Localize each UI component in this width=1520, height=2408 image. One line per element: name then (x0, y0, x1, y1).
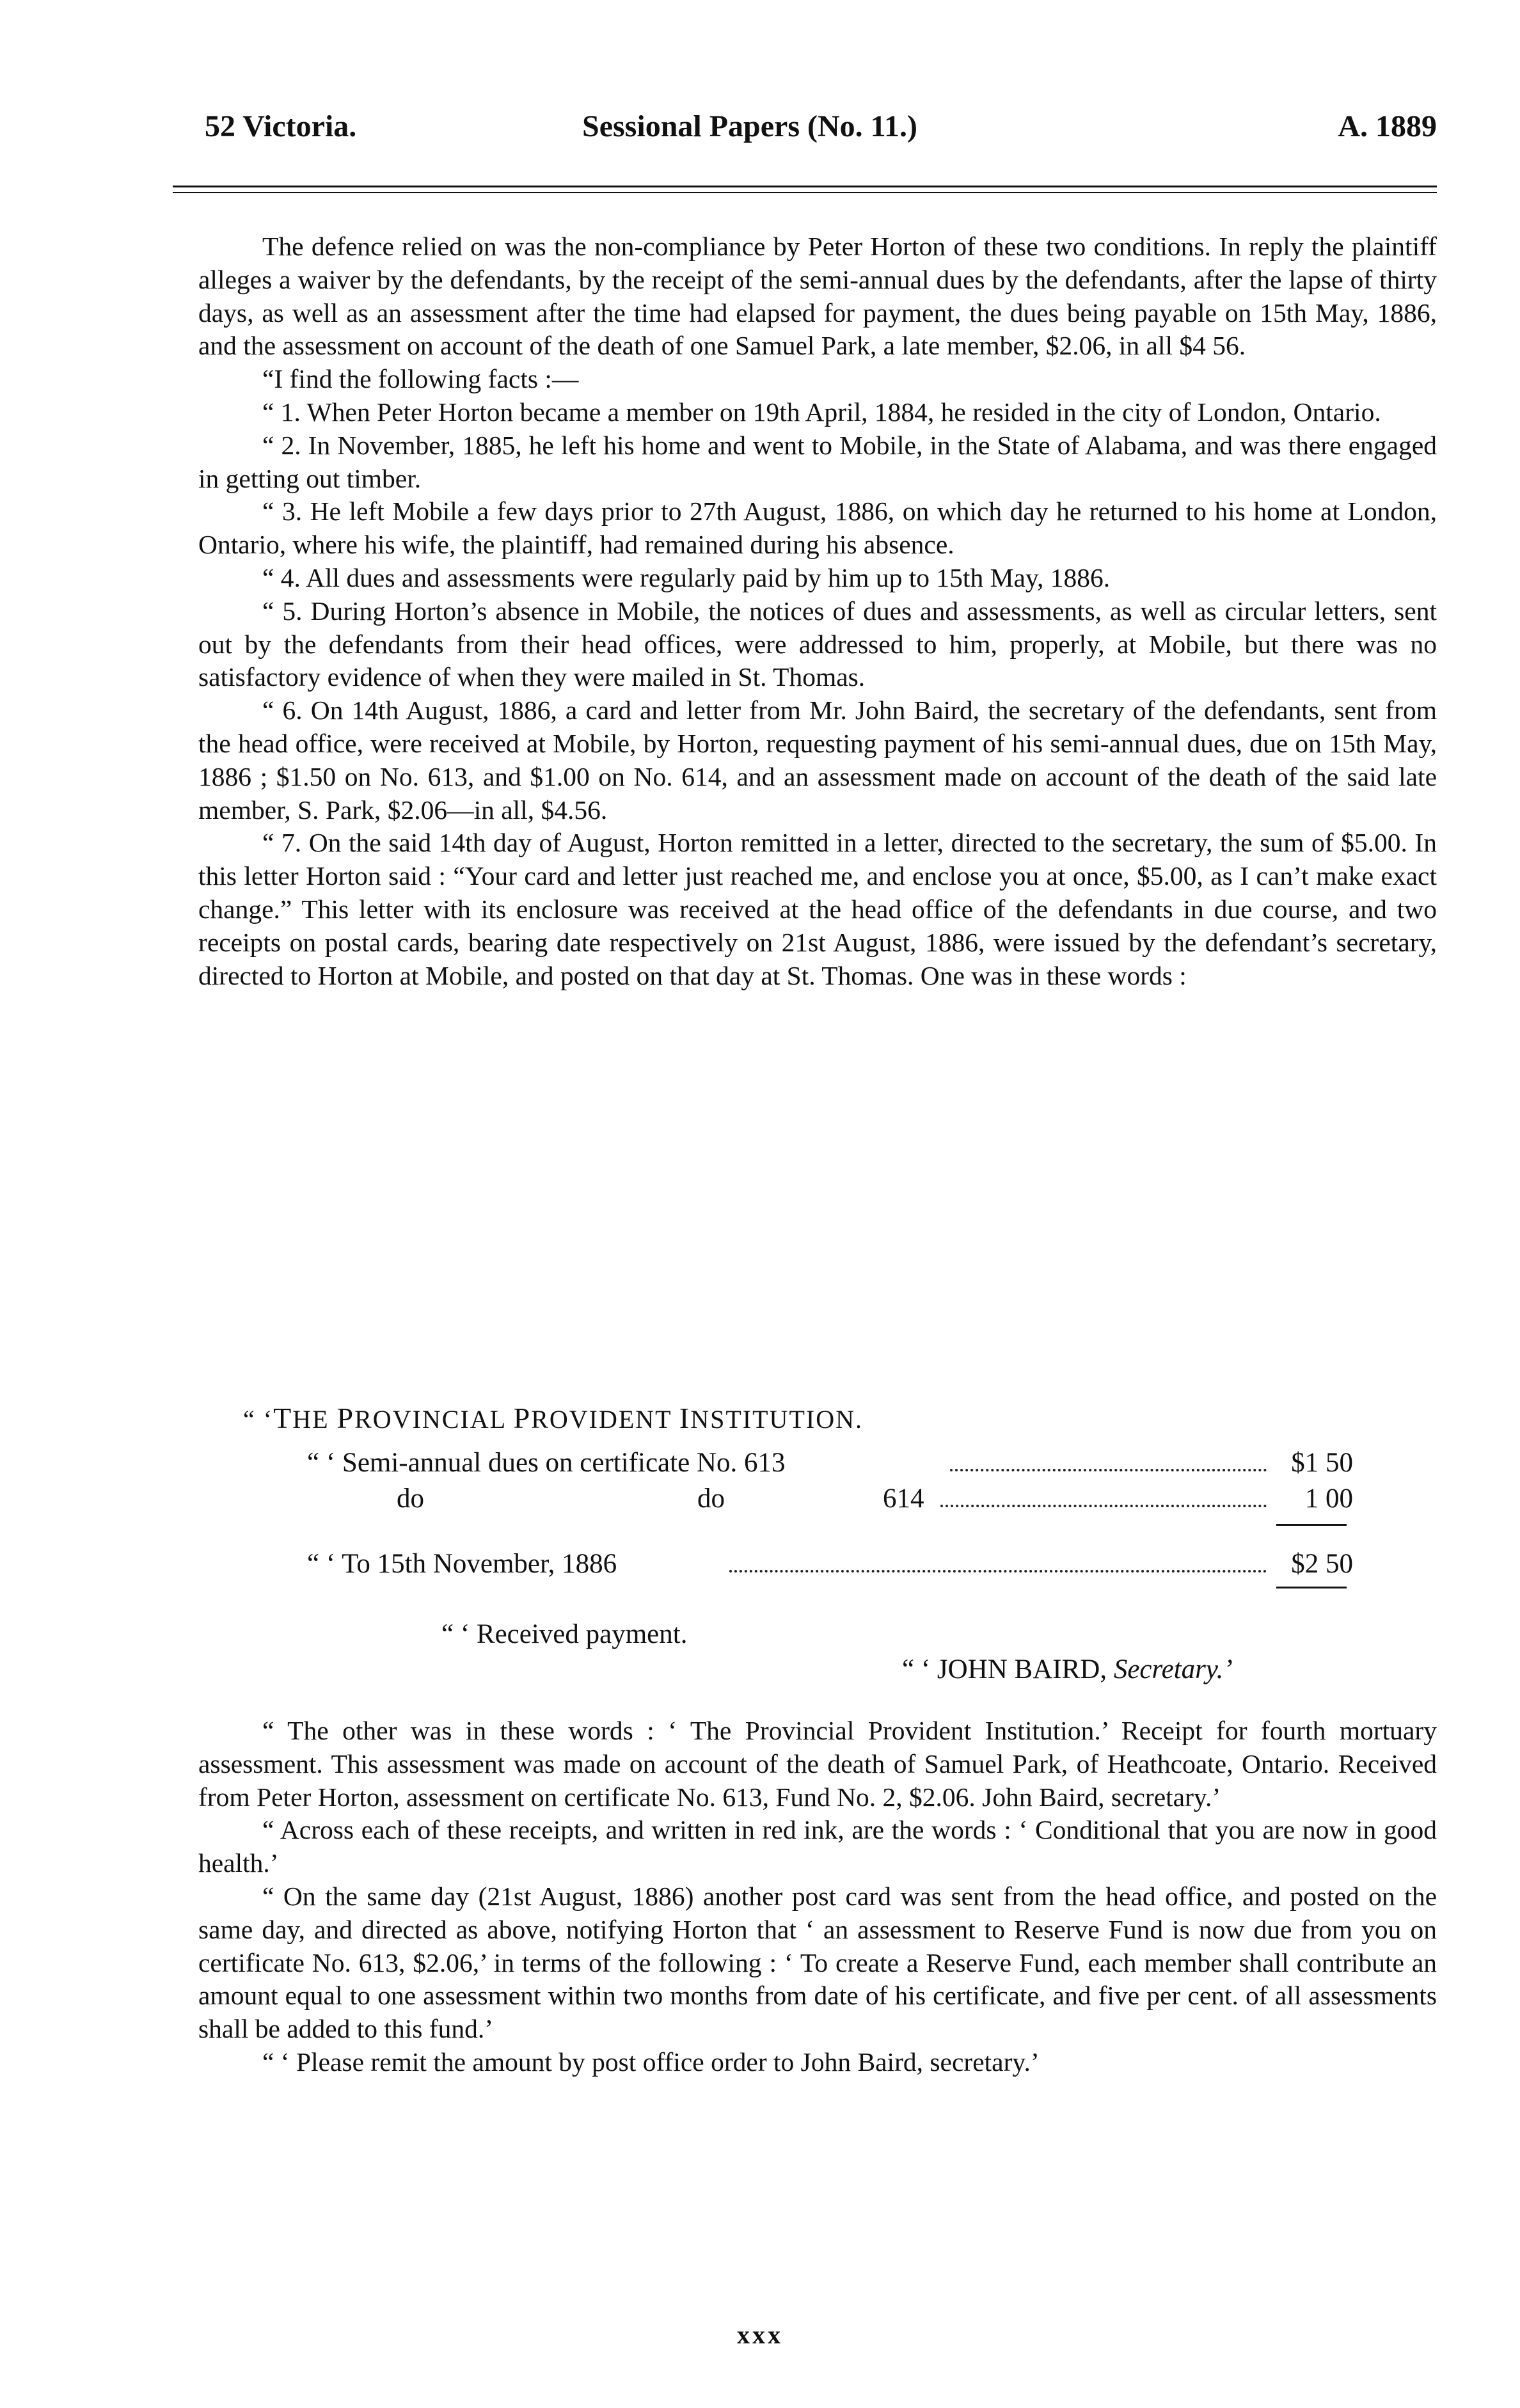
paragraph: “ ‘ Please remit the amount by post office order to John Baird, secretary.’ (262, 2047, 1040, 2077)
receipt-certificate-no: 614 (883, 1484, 924, 1514)
header-title: Sessional Papers (No. 11.) (582, 109, 918, 143)
receipt-amount: 1 00 (1304, 1484, 1353, 1514)
paragraph: The defence relied on was the non-compliance by Peter Horton of these two conditions. In reply the plaintiff alleges a waiver by the defendants, by the receipt of the semi-annual dues by the defendants, after the lapse of thirty days, as well as an assessment after the time had elapsed for payment, the dues being payable on 15th May, 1886, and the assessment on account of the death of one Samuel Park, a late member, $2.06, in all $4 56. (198, 232, 1437, 361)
receipt-amount: $1 50 (1291, 1448, 1353, 1478)
body-text-upper (198, 230, 1437, 992)
paragraph: “ 1. When Peter Horton became a member on 19th April, 1884, he resided in the city of London, Ontario. (262, 397, 1381, 427)
paragraph: “ 2. In November, 1885, he left his home and went to Mobile, in the State of Alabama, and was there engaged in getting out timber. (198, 430, 1437, 493)
paragraph: “ 6. On 14th August, 1886, a card and letter from Mr. John Baird, the secretary of the defendants, sent from the head office, were received at Mobile, by Horton, requesting payment of his semi-annual dues, due on 15th May, 1886 ; $1.50 on No. 613, and $1.00 on No. 614, and an assessment made on account of the death of the said late member, S. Park, $2.06—in all, $4.56. (198, 695, 1437, 825)
header-year: A. 1889 (1338, 109, 1437, 143)
header-rule-bottom (173, 192, 1437, 193)
paragraph: “ The other was in these words : ‘ The Provincial Provident Institution.’ Receipt for fourth mortuary assessment. This assessment was made on account of the death of Samuel Park, of Heathcoate, Ontario. Received from Peter Horton, assessment on certificate No. 613, Fund No. 2, $2.06. John Baird, secretary.’ (198, 1716, 1437, 1812)
paragraph: “ 7. On the said 14th day of August, Horton remitted in a letter, directed to the secretary, the sum of $5.00. In this letter Horton said : “Your card and letter just reached me, and enclose you at once, $5.00, as I can’t make exact change.” This letter with its enclosure was received at the head office of the defendants in due course, and two receipts on postal cards, bearing date respectively on 21st August, 1886, were issued by the defendant’s secretary, directed to Horton at Mobile, and posted on that day at St. Thomas. One was in these words : (198, 828, 1437, 990)
body-text-lower (198, 1715, 1437, 2079)
receipt-ditto: do (697, 1484, 725, 1514)
leader-dots (950, 1469, 1267, 1471)
paragraph: “ Across each of these receipts, and written in red ink, are the words : ‘ Conditional that you are now in good health.’ (198, 1815, 1437, 1878)
paragraph: “ 3. He left Mobile a few days prior to 27th August, 1886, on which day he returned to his home at London, Ontario, where his wife, the plaintiff, had remained during his absence. (198, 496, 1437, 560)
receipt-total: $2 50 (1291, 1549, 1353, 1579)
receipt-line-label: “ ‘ Semi-annual dues on certificate No. 613 (307, 1448, 786, 1478)
paragraph: “I find the following facts :— (262, 364, 579, 394)
receipt-title: “ ‘THE PROVINCIAL PROVIDENT INSTITUTION. (243, 1402, 863, 1434)
page-number: xxx (737, 2320, 783, 2349)
leader-dots (729, 1570, 1267, 1572)
receipt-signature: “ ‘ JOHN BAIRD, Secretary.’ (902, 1654, 1233, 1684)
receipt-line-label: “ ‘ To 15th November, 1886 (307, 1549, 617, 1579)
header-session: 52 Victoria. (205, 109, 357, 143)
running-header (205, 109, 1437, 160)
receipt-ditto: do (397, 1484, 424, 1514)
sum-rule (1276, 1587, 1347, 1588)
paragraph: “ 5. During Horton’s absence in Mobile, the notices of dues and assessments, as well as circular letters, sent out by the defendants from their head offices, were addressed to him, properly, at Mobile, but there was no satisfactory evidence of when they were mailed in St. Thomas. (198, 596, 1437, 692)
paragraph: “ 4. All dues and assessments were regularly paid by him up to 15th May, 1886. (262, 562, 1111, 592)
header-rule-top (173, 186, 1437, 187)
receipt-received: “ ‘ Received payment. (441, 1619, 688, 1649)
paragraph: “ On the same day (21st August, 1886) another post card was sent from the head office, and posted on the same day, and directed as above, notifying Horton that ‘ an assessment to Reserve Fund is now due from you on certificate No. 613, $2.06,’ in terms of the following : ‘ To create a Reserve Fund, each member shall contribute an amount equal to one assessment within two months from date of his certificate, and five per cent. of all assessments shall be added to this fund.’ (198, 1881, 1437, 2044)
leader-dots (940, 1505, 1267, 1507)
sum-rule (1276, 1524, 1347, 1526)
